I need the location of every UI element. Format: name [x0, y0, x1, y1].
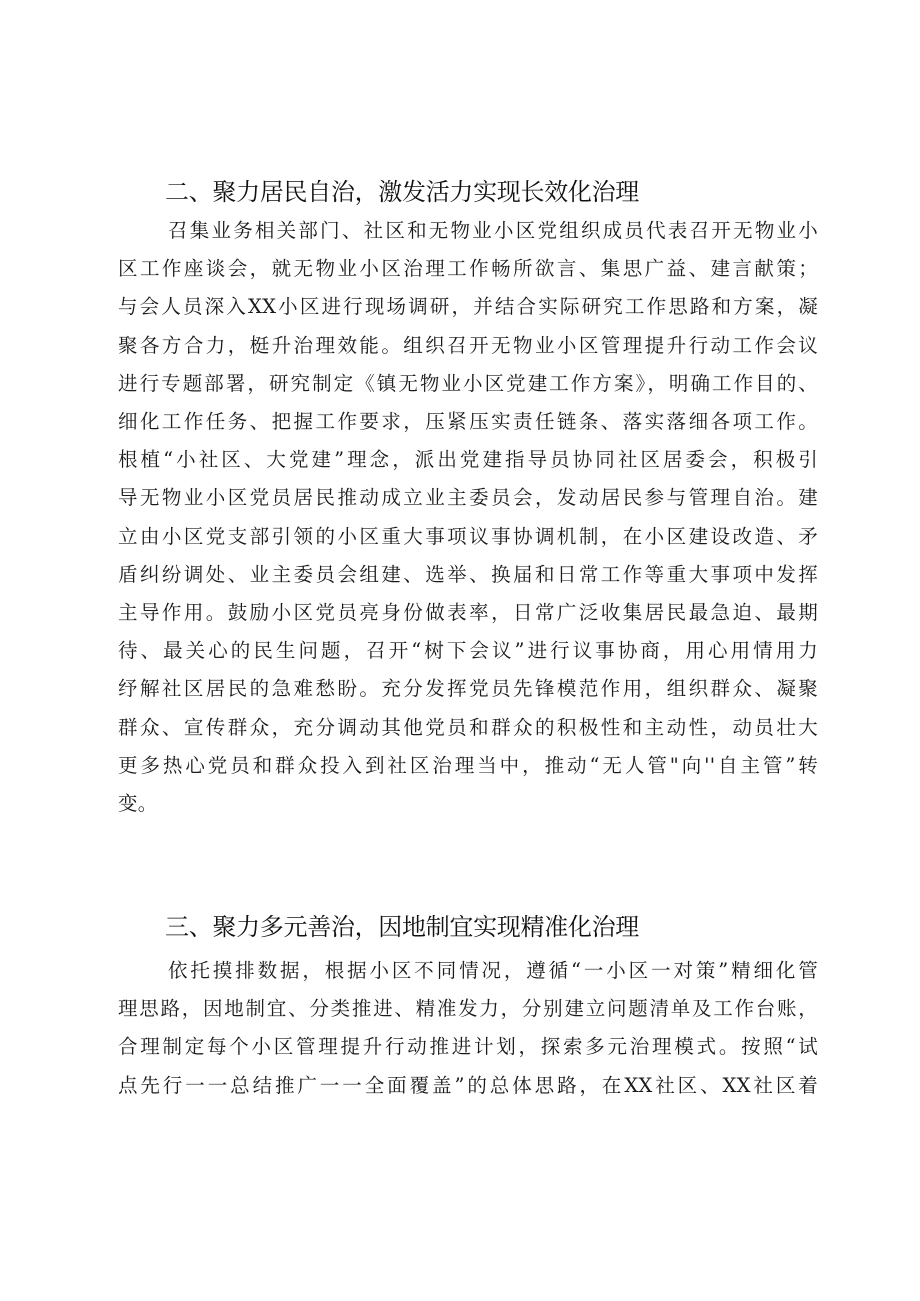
- paragraph-line: 点先行一一总结推广一一全面覆盖”的总体思路，在XX社区、XX社区着: [118, 1073, 818, 1097]
- section-3-paragraph: [118, 952, 818, 1105]
- paragraph-line: 与会人员深入XX小区进行现场调研，并结合实际研究工作思路和方案，凝: [118, 295, 818, 319]
- paragraph-line: 盾纠纷调处、业主委员会组建、选举、换届和日常工作等重大事项中发挥: [118, 562, 818, 586]
- paragraph-line: 主导作用。鼓励小区党员亮身份做表率，日常广泛收集居民最急迫、最期: [118, 601, 818, 625]
- paragraph-line: 召集业务相关部门、社区和无物业小区党组织成员代表召开无物业小: [168, 219, 818, 242]
- paragraph-line: 变。: [118, 792, 158, 816]
- paragraph-line: 根植“小社区、大党建”理念，派出党建指导员协同社区居委会，积极引: [118, 448, 818, 472]
- paragraph-line: 依托摸排数据，根据小区不同情况，遵循“一小区一对策”精细化管: [168, 959, 818, 982]
- section-heading-2: 二、聚力居民自治，激发活力实现长效化治理: [165, 178, 639, 206]
- paragraph-line: 进行专题部署，研究制定《镇无物业小区党建工作方案》，明确工作目的、: [118, 371, 818, 395]
- paragraph-line: 导无物业小区党员居民推动成立业主委员会，发动居民参与管理自治。建: [118, 486, 818, 510]
- paragraph-line: 细化工作任务、把握工作要求，压紧压实责任链条、落实落细各项工作。: [118, 410, 818, 434]
- paragraph-line: 立由小区党支部引领的小区重大事项议事协调机制，在小区建设改造、矛: [118, 524, 818, 548]
- section-2-paragraph: [118, 212, 818, 823]
- paragraph-line: 待、最关心的民生问题，召开“树下会议”进行议事协商，用心用情用力: [118, 639, 818, 663]
- section-heading-3: 三、聚力多元善治，因地制宜实现精准化治理: [165, 913, 639, 941]
- paragraph-line: 纾解社区居民的急难愁盼。充分发挥党员先锋模范作用，组织群众、凝聚: [118, 677, 818, 701]
- paragraph-line: 更多热心党员和群众投入到社区治理当中，推动“无人管"向''自主管”转: [118, 753, 818, 777]
- paragraph-line: 群众、宣传群众，充分调动其他党员和群众的积极性和主动性，动员壮大: [118, 715, 818, 739]
- paragraph-line: 区工作座谈会，就无物业小区治理工作畅所欲言、集思广益、建言献策；: [118, 257, 818, 281]
- paragraph-line: 合理制定每个小区管理提升行动推进计划，探索多元治理模式。按照“试: [118, 1035, 818, 1059]
- paragraph-line: 理思路，因地制宜、分类推进、精准发力，分别建立问题清单及工作台账，: [118, 997, 818, 1021]
- paragraph-line: 聚各方合力，梃升治理效能。组织召开无物业小区管理提升行动工作会议: [118, 333, 818, 357]
